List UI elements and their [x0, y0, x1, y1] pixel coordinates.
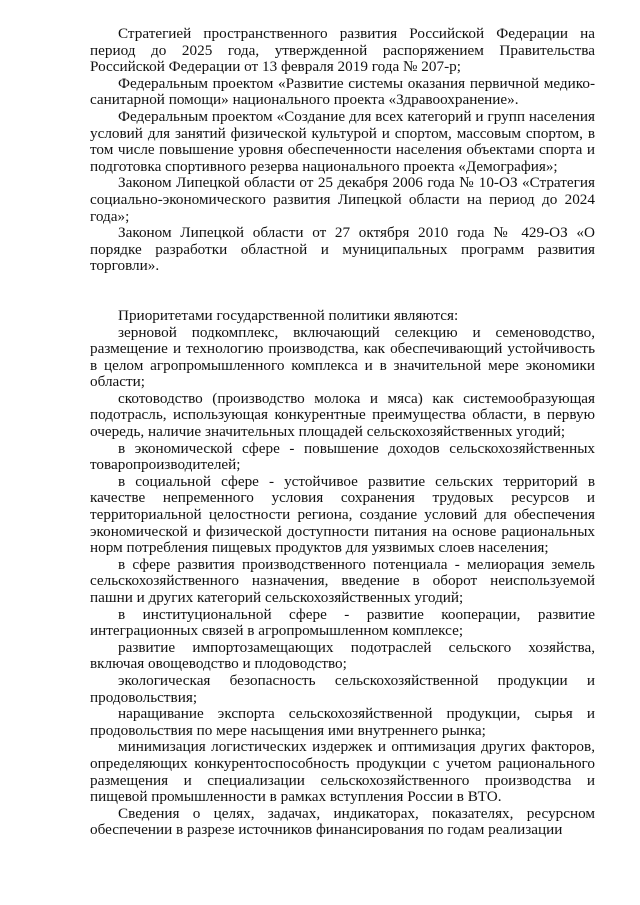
paragraph-strategy-spatial: Стратегией пространственного развития Российской Федерации на период до 2025 года, утвержденной распоряжением Правительства Российской Федерации от 13 февраля 2019 года № 207-р;	[90, 25, 595, 76]
paragraph-priority-export: наращивание экспорта сельскохозяйственной продукции, сырья и продовольствия по мере насыщения ими внутреннего рынка;	[90, 705, 595, 739]
paragraph-law-strategy: Законом Липецкой области от 25 декабря 2006 года № 10-ОЗ «Стратегия социально-экономического развития Липецкой области на период до 2024 года»;	[90, 174, 595, 225]
document-body	[90, 26, 595, 839]
paragraph-priority-economic: в экономической сфере - повышение доходов сельскохозяйственных товаропроизводителей;	[90, 439, 595, 474]
paragraph-law-trade: Законом Липецкой области от 27 октября 2010 года № 429-ОЗ «О порядке разработки областной и муниципальных программ развития торговли».	[90, 224, 595, 275]
paragraph-priority-logistics: минимизация логистических издержек и оптимизация других факторов, определяющих конкурентоспособность продукции с учетом рационального размещения и специализации сельскохозяйственного производства и пищевой промышленности в рамках вступления России в ВТО.	[90, 738, 595, 806]
paragraph-project-sport: Федеральным проектом «Создание для всех категорий и групп населения условий для занятий физической культурой и спортом, массовым спортом, в том числе повышение уровня обеспеченности населения объектами спорта и подготовка спортивного резерва национального проекта «Демография»;	[90, 107, 595, 175]
paragraph-priority-import-substitution: развитие импортозамещающих подотраслей сельского хозяйства, включая овощеводство и плодоводство;	[90, 638, 595, 673]
paragraph-priority-production: в сфере развития производственного потенциала - мелиорация земель сельскохозяйственного назначения, введение в оборот неиспользуемой пашни и других категорий сельскохозяйственных угодий;	[90, 555, 595, 606]
paragraph-priority-ecology: экологическая безопасность сельскохозяйственной продукции и продовольствия;	[90, 671, 595, 706]
paragraph-gap	[90, 275, 595, 308]
paragraph-priority-institutional: в институциональной сфере - развитие кооперации, развитие интеграционных связей в агропромышленном комплексе;	[90, 605, 595, 640]
paragraph-priority-grain: зерновой подкомплекс, включающий селекцию и семеноводство, размещение и технологию производства, как обеспечивающий устойчивость в целом агропромышленного комплекса и в значительной мере экономики области;	[90, 323, 595, 391]
paragraph-project-healthcare: Федеральным проектом «Развитие системы оказания первичной медико-санитарной помощи» национального проекта «Здравоохранение».	[90, 74, 595, 109]
paragraph-priority-social: в социальной сфере - устойчивое развитие сельских территорий в качестве непременного условия сохранения трудовых ресурсов и территориальной целостности региона, создание условий для обеспечения экономической и физической доступности питания на основе рациональных норм потребления пищевых продуктов для уязвимых слоев населения;	[90, 472, 595, 557]
paragraph-goals-info: Сведения о целях, задачах, индикаторах, показателях, ресурсном обеспечении в разрезе источников финансирования по годам реализации	[90, 804, 595, 839]
paragraph-priority-livestock: скотоводство (производство молока и мяса) как системообразующая подотрасль, использующая конкурентные преимущества области, в первую очередь, наличие значительных площадей сельскохозяйственных угодий;	[90, 389, 595, 441]
paragraph-priorities-heading: Приоритетами государственной политики являются:	[118, 306, 459, 324]
